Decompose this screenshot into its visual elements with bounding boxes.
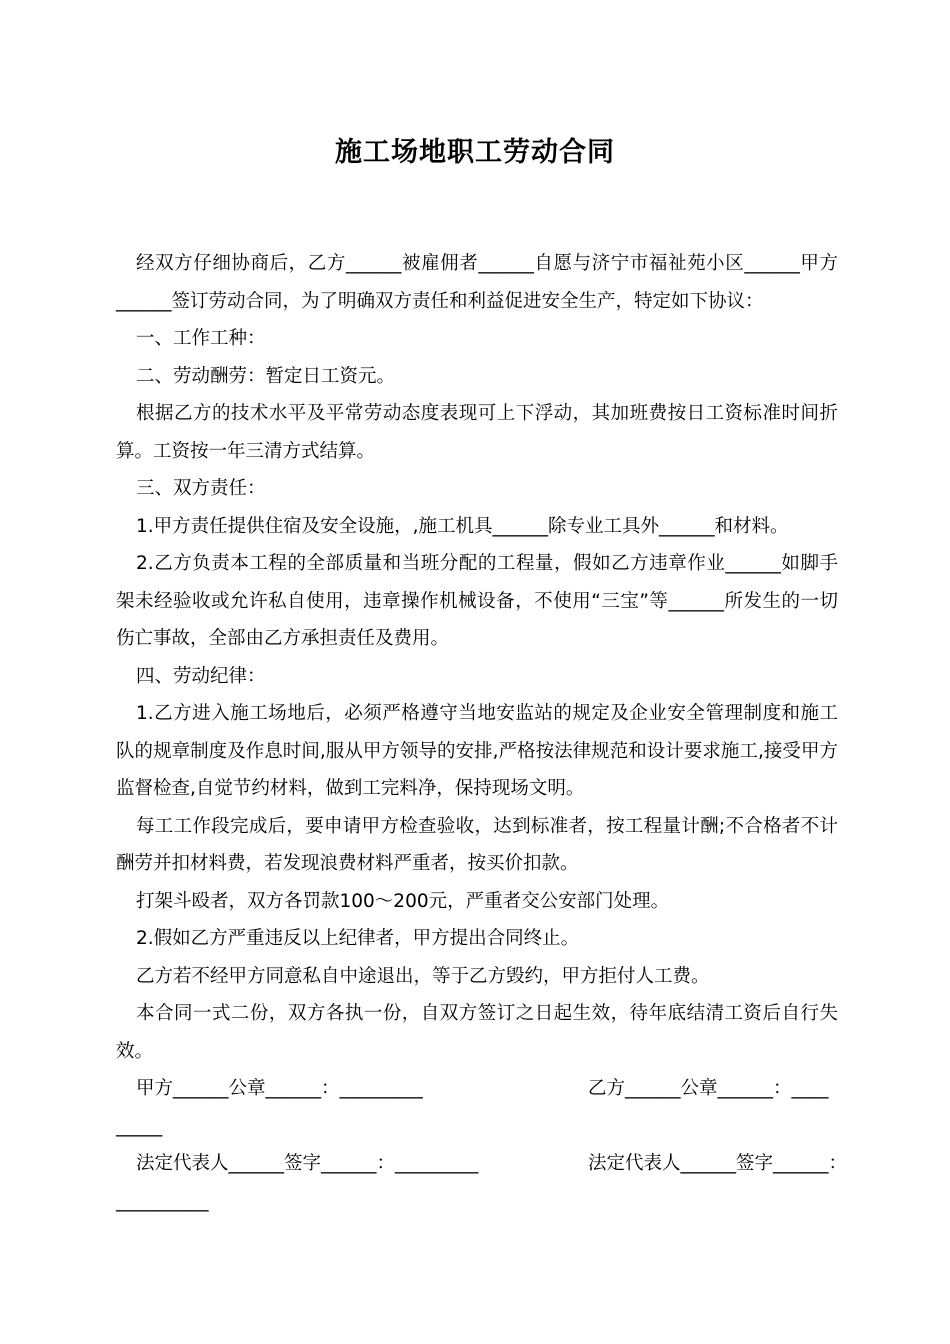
- responsibility-party-b: 2.乙方负责本工程的全部质量和当班分配的工程量，假如乙方违章作业______如脚手架未经验收或允许私自使用，违章操作机械设备，不使用“三宝”等______所发生的一切伤亡事故，全部由乙方承担责任及费用。: [116, 553, 838, 649]
- discipline-rule-1: 1.乙方进入施工场地后，必须严格遵守当地安监站的规定及企业安全管理制度和施工队的规章制度及作息时间,服从甲方领导的安排,严格按法律规范和设计要求施工,接受甲方监督检查,自觉节约材料，做到工完料净，保持现场文明。: [116, 703, 838, 799]
- document-body: [116, 245, 848, 1220]
- signature-row-representative: [116, 1145, 848, 1183]
- intro-paragraph: 经双方仔细协商后，乙方______被雇佣者______自愿与济宁市福祉苑小区______甲方______签订劳动合同，为了明确双方责任和利益促进安全生产，特定如下协议：: [116, 253, 838, 312]
- responsibility-party-a: 1.甲方责任提供住宿及安全设施，,施工机具______除专业工具外______和材料。: [136, 515, 789, 537]
- party-b-seal-line: 乙方______公章______：____: [588, 1078, 829, 1099]
- discipline-inspection: 每工工作段完成后，要申请甲方检查验收，达到标准者，按工程量计酬;不合格者不计酬劳并扣材料费，若发现浪费材料严重者，按买价扣款。: [116, 815, 838, 874]
- party-b-seal-continuation: _____: [116, 1115, 163, 1137]
- signature-row-seal: [116, 1070, 838, 1108]
- discipline-rule-2: 2.假如乙方严重违反以上纪律者，甲方提出合同终止。: [136, 928, 580, 949]
- section-remuneration: 二、劳动酬劳：暂定日工资元。: [136, 365, 396, 387]
- discipline-fighting: 打架斗殴者，双方各罚款100～200元，严重者交公安部门处理。: [136, 890, 670, 912]
- party-a-seal-line: 甲方______公章______：_________: [136, 1078, 423, 1099]
- contract-validity: 本合同一式二份，双方各执一份，自双方签订之日起生效，待年底结清工资后自行失效。: [116, 1003, 838, 1062]
- party-a-representative-line: 法定代表人______签字______：_________: [136, 1153, 479, 1174]
- remuneration-detail: 根据乙方的技术水平及平常劳动态度表现可上下浮动，其加班费按日工资标准时间折算。工资按一年三清方式结算。: [116, 403, 838, 462]
- section-responsibilities: 三、双方责任：: [136, 478, 266, 499]
- discipline-withdrawal: 乙方若不经甲方同意私自中途退出，等于乙方毁约，甲方拒付人工费。: [136, 965, 710, 987]
- section-discipline: 四、劳动纪律：: [136, 665, 266, 687]
- party-b-representative-line: 法定代表人______签字______：: [588, 1153, 848, 1174]
- document-title: 施工场地职工劳动合同: [335, 137, 615, 168]
- party-b-representative-continuation: __________: [116, 1190, 209, 1212]
- section-work-type: 一、工作工种：: [136, 328, 266, 349]
